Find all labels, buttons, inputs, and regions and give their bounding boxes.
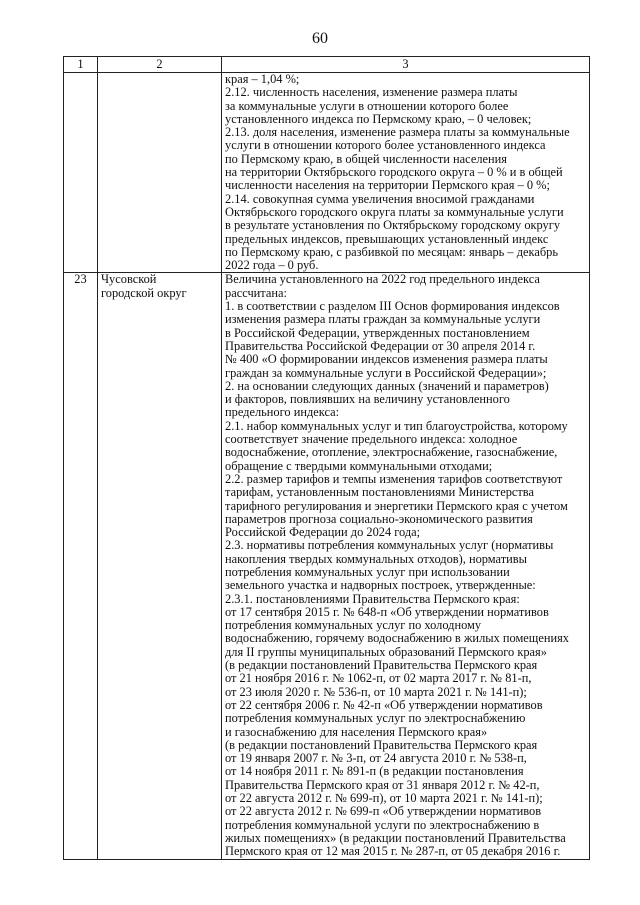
row-content (222, 273, 590, 859)
text-line: по Пермскому краю, в общей численности населения (225, 151, 507, 166)
table-row (64, 273, 590, 859)
text-line: от 23 июля 2020 г. № 536-п, от 10 марта 2021 г. № 141-п); (225, 684, 527, 699)
text-line: граждан за коммунальные услуги в Российской Федерации»; (225, 365, 547, 380)
row-number (64, 73, 98, 273)
text-line: 2.13. доля населения, изменение размера платы за коммунальные (225, 125, 570, 140)
text-line: потребления коммунальных услуг при использовании (225, 564, 510, 579)
text-line: 2022 года – 0 руб. (225, 258, 319, 273)
text-line: водоснабжению, горячему водоснабжению в жилых помещениях (225, 631, 569, 646)
text-line: потребления коммунальной услуги по электроснабжению в (225, 817, 540, 832)
text-line: обращение с твердыми коммунальными отходами; (225, 458, 493, 473)
text-line: края – 1,04 %; (225, 72, 300, 86)
table-header-row (64, 57, 590, 73)
text-line: потребления коммунальных услуг по холодному (225, 618, 482, 633)
text-line: 2.3. нормативы потребления коммунальных услуг (нормативы (225, 538, 554, 553)
text-line: Чусовской (101, 272, 157, 287)
text-line: от 22 августа 2012 г. № 699-п), от 10 марта 2021 г. № 141-п); (225, 791, 543, 806)
text-line: потребления коммунальных услуг по электроснабжению (225, 711, 526, 726)
text-line: от 22 сентября 2006 г. № 42-п «Об утверждении нормативов (225, 697, 543, 712)
column-header: 3 (222, 57, 590, 73)
text-line: от 17 сентября 2015 г. № 648-п «Об утверждении нормативов (225, 604, 549, 619)
row-number: 23 (64, 273, 98, 859)
text-line: установленного индекса по Пермскому краю, – 0 человек; (225, 111, 532, 126)
column-header: 1 (64, 57, 98, 73)
table-row (64, 73, 590, 273)
text-line: предельного индекса: (225, 405, 340, 420)
text-line: Правительства Российской Федерации от 30 апреля 2014 г. (225, 338, 536, 353)
text-line: водоснабжение, отопление, электроснабжение, газоснабжение, (225, 445, 558, 460)
column-header: 2 (98, 57, 222, 73)
text-line: Российской Федерации до 2024 года; (225, 525, 421, 540)
data-table (63, 56, 590, 860)
municipality-name (98, 273, 222, 859)
page-number: 60 (312, 30, 328, 47)
text-line: от 22 августа 2012 г. № 699-п «Об утверждении нормативов (225, 804, 542, 819)
text-line: и газоснабжению для населения Пермского края» (225, 724, 488, 739)
text-line: численности населения на территории Пермского края – 0 %; (225, 178, 550, 193)
text-line: № 400 «О формировании индексов изменения размера платы (225, 352, 548, 367)
text-line: 2.12. численность населения, изменение размера платы (225, 85, 518, 100)
text-line: городской округ (101, 285, 187, 300)
text-line: (в редакции постановлений Правительства Пермского края (225, 658, 538, 673)
text-line: земельного участка и надворных построек, утвержденные: (225, 578, 536, 593)
text-line: 2.2. размер тарифов и темпы изменения тарифов соответствуют (225, 471, 563, 486)
text-line: жилых помещениях» (в редакции постановлений Правительства (225, 830, 566, 845)
text-line: для II группы муниципальных образований Пермского края» (225, 644, 547, 659)
text-line: услуги в отношении которого более установленного индекса (225, 138, 546, 153)
text-line: параметров прогноза социально-экономического развития (225, 511, 533, 526)
text-line: (в редакции постановлений Правительства Пермского края (225, 737, 538, 752)
text-line: 2.1. набор коммунальных услуг и тип благоустройства, которому (225, 418, 568, 433)
text-line: 2. на основании следующих данных (значений и параметров) (225, 378, 549, 393)
text-line: 1. в соответствии с разделом III Основ формирования индексов (225, 299, 560, 314)
text-line: 2.14. совокупная сумма увеличения вносимой гражданами (225, 191, 535, 206)
text-line: Величина установленного на 2022 год предельного индекса (225, 272, 540, 287)
text-line: на территории Октябрьского городского округа – 0 % и в общей (225, 165, 563, 180)
text-line: Пермского края от 12 мая 2015 г. № 287-п, от 05 декабря 2016 г. (225, 844, 561, 859)
text-line: в Российской Федерации, утвержденных постановлением (225, 325, 530, 340)
text-line: Октябрьского городского округа платы за коммунальные услуги (225, 204, 564, 219)
text-line: от 19 января 2007 г. № 3-п, от 24 августа 2010 г. № 538-п, (225, 751, 527, 766)
text-line: тарифам, установленным постановлениями Министерства (225, 485, 534, 500)
text-line: в результате установления по Октябрьскому городскому округу (225, 218, 561, 233)
row-content (222, 73, 590, 273)
text-line: от 21 ноября 2016 г. № 1062-п, от 02 марта 2017 г. № 81-п, (225, 671, 532, 686)
text-line: 2.3.1. постановлениями Правительства Пермского края: (225, 591, 520, 606)
text-line: изменения размера платы граждан за коммунальные услуги (225, 312, 541, 327)
text-line: предельных индексов, превышающих установленный индекс (225, 231, 549, 246)
text-line: соответствует значение предельного индекса: холодное (225, 432, 518, 447)
text-line: накопления твердых коммунальных отходов), нормативы (225, 551, 527, 566)
text-line: и факторов, повлиявших на величину установленного (225, 392, 510, 407)
text-line: Правительства Пермского края от 31 января 2012 г. № 42-п, (225, 777, 540, 792)
text-line: тарифного регулирования и энергетики Пермского края с учетом (225, 498, 568, 513)
text-line: за коммунальные услуги в отношении которого более (225, 98, 509, 113)
text-line: от 14 ноября 2011 г. № 891-п (в редакции постановления (225, 764, 524, 779)
text-line: по Пермскому краю, с разбивкой по месяцам: январь – декабрь (225, 244, 558, 259)
municipality-name (98, 73, 222, 273)
text-line: рассчитана: (225, 285, 287, 300)
